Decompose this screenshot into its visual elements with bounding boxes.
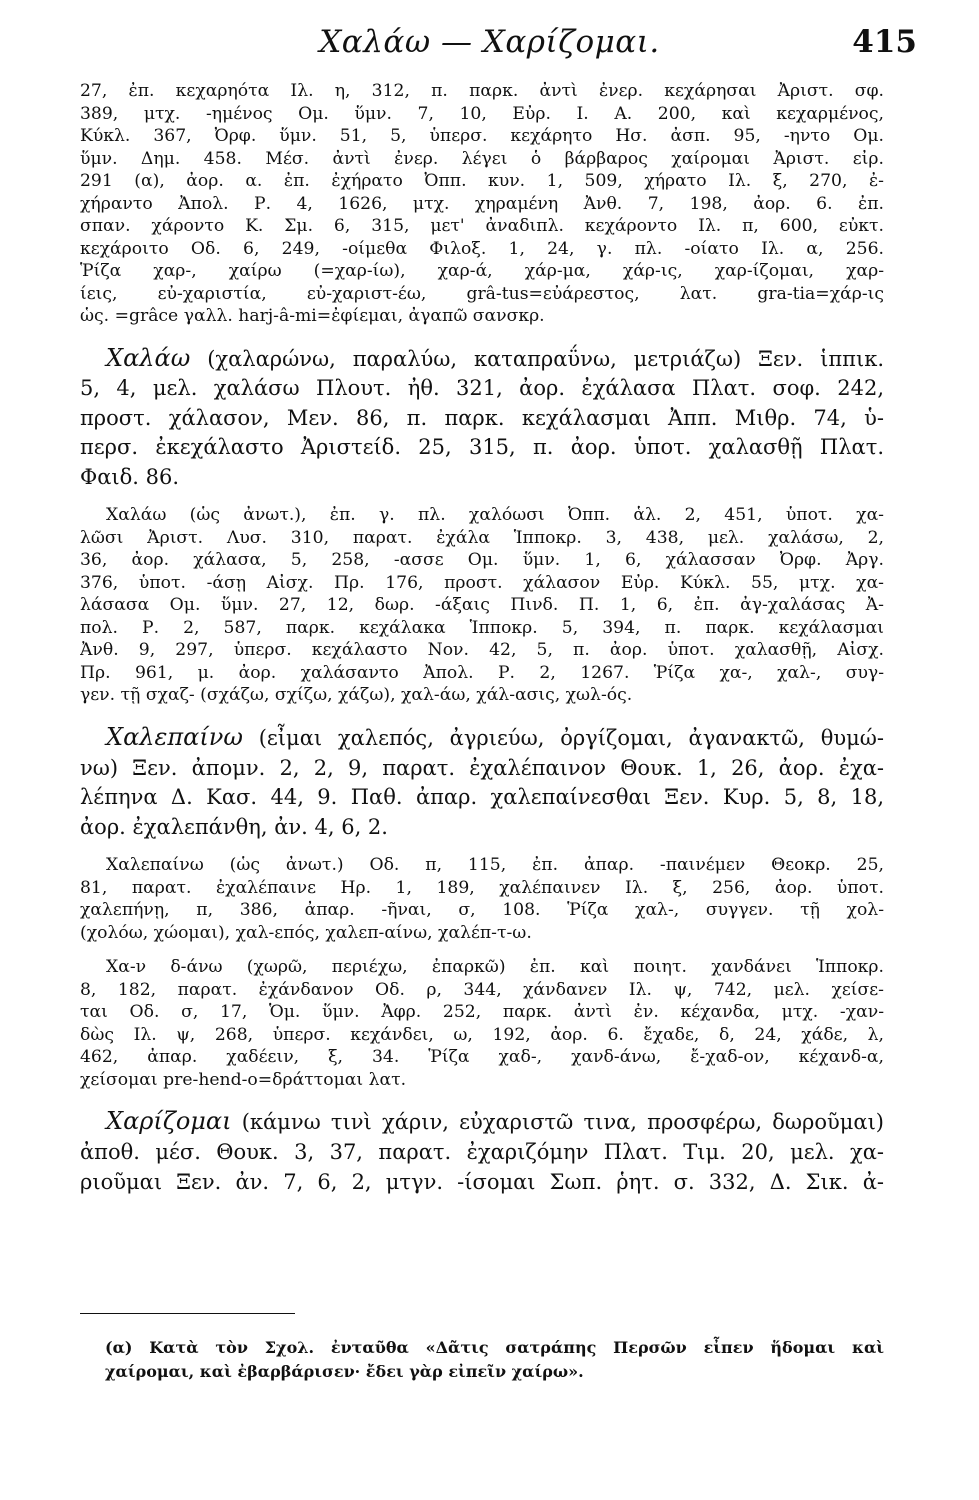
text-line: κεχάροιτο Οδ. 6, 249, -οίμεθα Φιλοξ. 1, 24, γ. πλ. -οίατο Ιλ. α, 256. — [80, 238, 884, 259]
text-line: ἀποθ. μέσ. Θουκ. 3, 37, παρατ. ἐχαριζόμην Πλατ. Τιμ. 20, μελ. χα- — [80, 1139, 884, 1164]
text-line: Φαιδ. 86. — [80, 464, 180, 489]
text-line: (κάμνω τινὶ χάριν, εὐχαριστῶ τινα, προσφέρω, δωροῦμαι) — [241, 1110, 884, 1135]
text-line: νω) Ξεν. ἀπομν. 2, 2, 9, παρατ. ἐχαλέπαινον Θουκ. 1, 26, ἀορ. ἐχα- — [80, 755, 884, 780]
text-line: 462, ἀπαρ. χαδέειν, ξ, 34. Ῥίζα χαδ-, χανδ-άνω, ἔ-χαδ-ον, κέχανδ-α, — [80, 1047, 884, 1068]
text-line: χαλεπήνῃ, π, 386, ἀπαρ. -ῆναι, σ, 108. Ῥίζα χαλ-, συγγεν. τῇ χολ- — [80, 900, 884, 921]
entry-chalao — [80, 344, 884, 493]
text-line: Ἀνθ. 9, 297, ὑπερσ. κεχάλαστο Νον. 42, 5, π. ἀορ. ὑποτ. χαλασθῇ, Αἰσχ. — [80, 640, 884, 661]
text-line: δὼς Ιλ. ψ, 268, ὑπερσ. κεχάνδει, ω, 192, ἀορ. 6. ἔχαδε, δ, 24, χάδε, λ, — [80, 1024, 884, 1045]
text-line: πολ. Ρ. 2, 587, παρκ. κεχάλακα Ἱπποκρ. 5, 394, π. παρκ. κεχάλασμαι — [80, 617, 884, 638]
page-body — [80, 80, 884, 1197]
entry-chalepaino — [80, 723, 884, 842]
continuation-paragraph — [80, 80, 884, 328]
text-line: 36, ἀορ. χάλασα, 5, 258, -ασσε Ομ. ὕμν. 1, 6, χάλασσαν Ὀρφ. Ἀργ. — [80, 550, 884, 571]
text-line: χείσομαι pre-hend-o=δράττομαι λατ. — [80, 1069, 407, 1090]
text-line: ὡς. =grâce γαλλ. harj-â-mi=ἐφίεμαι, ἀγαπῶ σανσκρ. — [80, 306, 545, 326]
text-line: Πρ. 961, μ. ἀορ. χαλάσαντο Ἀπολ. Ρ. 2, 1267. Ῥίζα χα-, χαλ-, συγ- — [80, 662, 884, 683]
footnote — [105, 1336, 884, 1384]
footnote-rule — [80, 1313, 295, 1314]
text-line: ὕμν. Δημ. 458. Μέσ. ἀντὶ ἐνερ. λέγει ὁ βάρβαρος χαίρομαι Ἀριστ. εἰρ. — [80, 148, 884, 169]
text-line: ίεις, εὐ-χαριστία, εὐ-χαριστ-έω, grâ-tus=εὐάρεστος, λατ. gra-tia=χάρ-ις — [80, 283, 884, 304]
text-line: ται Οδ. σ, 17, Ὁμ. ὕμν. Ἀφρ. 252, παρκ. ἀντὶ ἐν. κέχανδα, μτχ. -χαν- — [80, 1002, 884, 1023]
text-line: λάσασα Ομ. ὕμν. 27, 12, δωρ. -άξαις Πινδ. Π. 1, 6, ἐπ. ἀγ-χαλάσας Ἀ- — [80, 595, 884, 616]
text-line: λέπηνα Δ. Κασ. 44, 9. Παθ. ἀπαρ. χαλεπαίνεσθαι Ξεν. Κυρ. 5, 8, 18, — [80, 785, 884, 810]
text-line: ἀορ. ἐχαλεπάνθη, ἀν. 4, 6, 2. — [80, 814, 388, 839]
text-line: λῶσι Ἀριστ. Λυσ. 310, παρατ. ἐχάλα Ἱπποκρ. 3, 438, μελ. χαλάσω, 2, — [80, 527, 884, 548]
text-line: 376, ὑποτ. -άσῃ Αἰσχ. Πρ. 176, προστ. χάλασον Εὐρ. Κύκλ. 55, μτχ. χα- — [80, 572, 884, 593]
text-line: Χα-ν δ-άνω (χωρῶ, περιέχω, ἐπαρκῶ) ἐπ. καὶ ποιητ. χανδάνει Ἱπποκρ. — [106, 957, 884, 978]
entry-lemma: Χαλεπαίνω — [106, 722, 243, 751]
entry-lemma: Χαλάω — [106, 343, 191, 372]
text-line: (χολόω, χώομαι), χαλ-επός, χαλεπ-αίνω, χαλέπ-τ-ω. — [80, 922, 532, 943]
text-line: περσ. ἐκεχάλαστο Ἀριστείδ. 25, 315, π. ἀορ. ὑποτ. χαλασθῇ Πλατ. — [80, 435, 884, 460]
entry-lemma: Χαρίζομαι — [106, 1107, 232, 1136]
running-header — [80, 24, 917, 68]
text-line: (εἶμαι χαλεπός, ἀγριεύω, ὀργίζομαι, ἀγανακτῶ, θυμώ- — [258, 725, 884, 750]
text-line: προστ. χάλασον, Μεν. 86, π. παρκ. κεχάλασμαι Ἀππ. Μιθρ. 74, ὑ- — [80, 405, 884, 430]
text-line: ριοῦμαι Ξεν. ἀν. 7, 6, 2, μτγν. -ίσομαι Σωπ. ῥητ. σ. 332, Δ. Σικ. ἀ- — [80, 1169, 884, 1194]
text-line: 27, ἐπ. κεχαρηότα Ιλ. η, 312, π. παρκ. ἀντὶ ἐνερ. κεχάρησαι Ἀριστ. σφ. — [80, 81, 884, 101]
text-line: 389, μτχ. -ημένος Ομ. ὕμν. 7, 10, Εὐρ. Ι. Α. 200, καὶ κεχαρμένος, — [80, 103, 884, 124]
text-line: Ῥίζα χαρ-, χαίρω (=χαρ-ίω), χαρ-ά, χάρ-μα, χάρ-ις, χαρ-ίζομαι, χαρ- — [80, 261, 884, 281]
text-line: 81, παρατ. ἐχαλέπαινε Ηρ. 1, 189, χαλέπαινεν Ιλ. ξ, 256, ἀορ. ὑποτ. — [80, 877, 884, 898]
footnote-line: (α) Κατὰ τὸν Σχολ. ἐνταῦθα «Δᾶτις σατράπης Περσῶν εἶπεν ἥδομαι καὶ — [105, 1338, 884, 1357]
text-line: χήραντο Ἀπολ. Ρ. 4, 1626, μτχ. χηραμένη Ἀνθ. 7, 198, ἀορ. 6. ἐπ. — [80, 193, 884, 214]
running-title: Χαλάω — Χαρίζομαι. — [319, 24, 660, 60]
text-line: Χαλάω (ὡς ἀνωτ.), ἐπ. γ. πλ. χαλόωσι Ὀππ. ἁλ. 2, 451, ὑποτ. χα- — [106, 505, 884, 526]
entry-charizomai — [80, 1107, 884, 1197]
entry-chandano — [80, 956, 884, 1091]
text-line: Κύκλ. 367, Ὀρφ. ὕμν. 51, 5, ὑπερσ. κεχάρητο Ησ. ἀσπ. 95, -ηντο Ομ. — [80, 126, 884, 146]
entry-chalepaino-forms — [80, 854, 884, 944]
footnote-line: χαίρομαι, καὶ ἐβαρβάρισεν· ἔδει γὰρ εἰπεῖν χαίρω». — [105, 1362, 584, 1381]
text-line: γεν. τῇ σχαζ- (σχάζω, σχίζω, χάζω), χαλ-άω, χάλ-ασις, χωλ-ός. — [80, 685, 633, 706]
entry-chalao-forms — [80, 504, 884, 707]
text-line: Χαλεπαίνω (ὡς ἀνωτ.) Οδ. π, 115, ἐπ. ἀπαρ. -παινέμεν Θεοκρ. 25, — [106, 855, 884, 876]
text-line: 5, 4, μελ. χαλάσω Πλουτ. ἠθ. 321, ἀορ. ἐχάλασα Πλατ. σοφ. 242, — [80, 376, 884, 401]
text-line: (χαλαρώνω, παραλύω, καταπραΰνω, μετριάζω) Ξεν. ἱππικ. — [207, 346, 884, 371]
text-line: σπαν. χάροντο Κ. Σμ. 6, 315, μετ' ἀναδιπλ. κεχάροντο Ιλ. π, 600, εὐκτ. — [80, 216, 884, 236]
text-line: 291 (α), ἀορ. α. ἐπ. ἐχήρατο Ὀππ. κυν. 1, 509, χήρατο Ιλ. ξ, 270, ἐ- — [80, 171, 884, 191]
page-number: 415 — [852, 24, 917, 60]
text-line: 8, 182, παρατ. ἐχάνδανον Οδ. ρ, 344, χάνδανεν Ιλ. ψ, 742, μελ. χείσε- — [80, 979, 884, 1000]
